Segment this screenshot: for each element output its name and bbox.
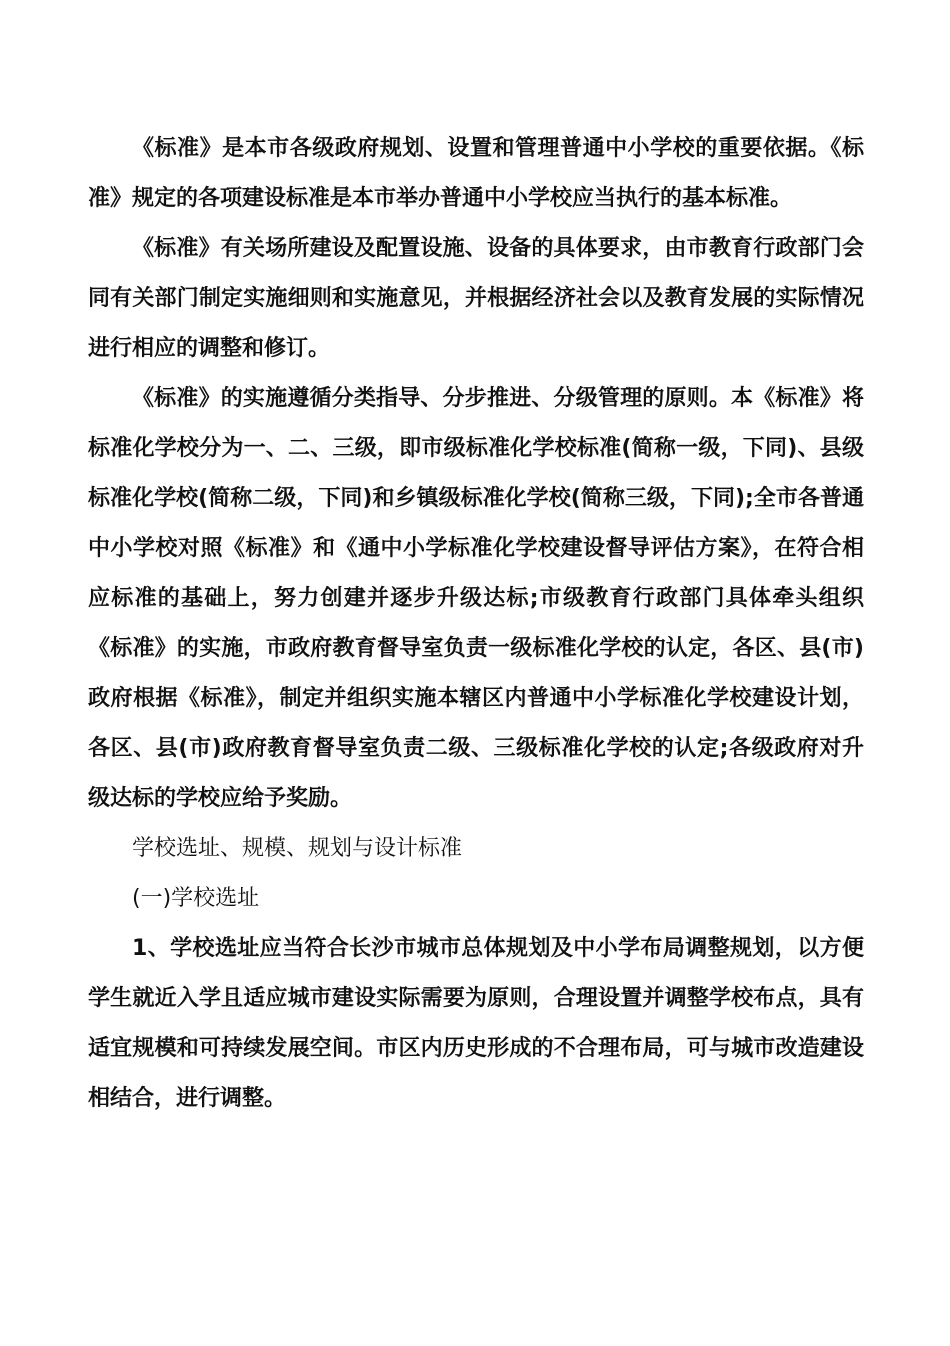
paragraph-1: 《标准》是本市各级政府规划、设置和管理普通中小学校的重要依据。《标准》规定的各项建设标准是本市举办普通中小学校应当执行的基本标准。 bbox=[88, 136, 864, 211]
document-body bbox=[88, 124, 864, 1124]
paragraph-3: 《标准》的实施遵循分类指导、分步推进、分级管理的原则。本《标准》将标准化学校分为一、二、三级，即市级标准化学校标准(简称一级，下同)、县级标准化学校(简称二级，下同)和乡镇级标准化学校(简称三级，下同);全市各普通中小学校对照《标准》和《通中小学标准化学校建设督导评估方案》，在符合相应标准的基础上，努力创建并逐步升级达标;市级教育行政部门具体牵头组织《标准》的实施，市政府教育督导室负责一级标准化学校的认定，各区、县(市)政府根据《标准》，制定并组织实施本辖区内普通中小学标准化学校建设计划，各区、县(市)政府教育督导室负责二级、三级标准化学校的认定;各级政府对升级达标的学校应给予奖励。 bbox=[88, 386, 864, 811]
paragraph-2: 《标准》有关场所建设及配置设施、设备的具体要求，由市教育行政部门会同有关部门制定实施细则和实施意见，并根据经济社会以及教育发展的实际情况进行相应的调整和修订。 bbox=[88, 236, 864, 361]
section-heading: 学校选址、规模、规划与设计标准 bbox=[132, 836, 463, 861]
subsection-heading: (一)学校选址 bbox=[132, 886, 260, 911]
list-item-1: 1、学校选址应当符合长沙市城市总体规划及中小学布局调整规划，以方便学生就近入学且适应城市建设实际需要为原则，合理设置并调整学校布点，具有适宜规模和可持续发展空间。市区内历史形成的不合理布局，可与城市改造建设相结合，进行调整。 bbox=[88, 936, 864, 1111]
